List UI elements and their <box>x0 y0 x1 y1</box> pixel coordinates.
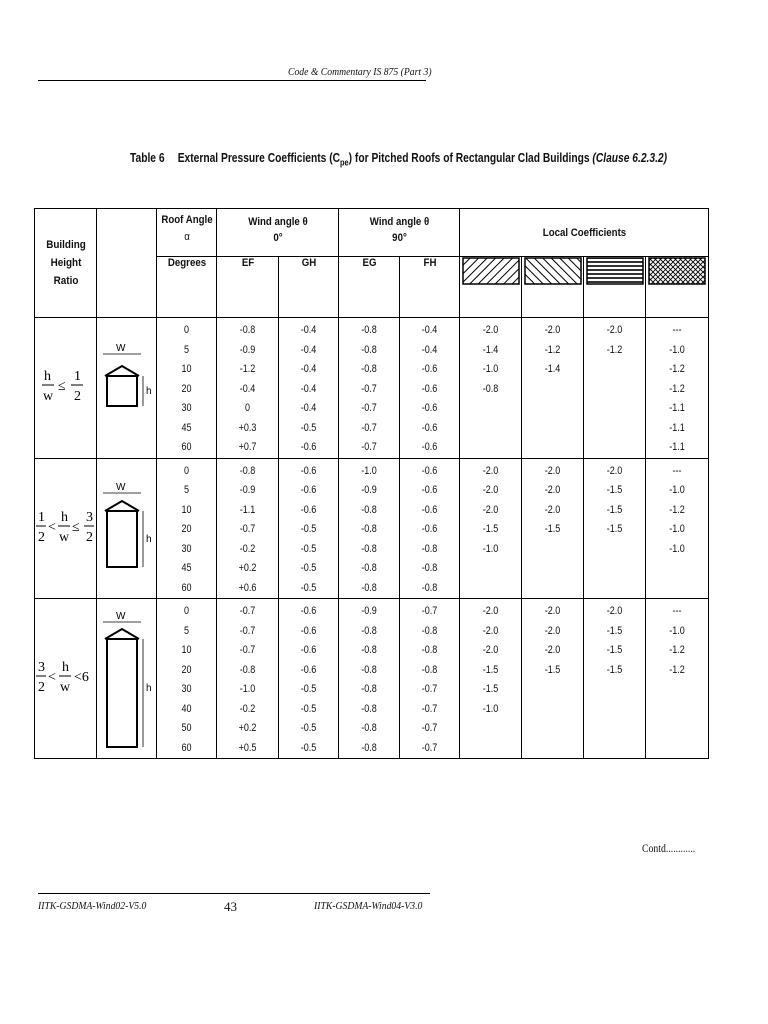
ef-header: EF <box>220 257 275 318</box>
wind-angle-90-header: Wind angle θ 90° <box>346 209 452 257</box>
figure-header <box>97 209 157 318</box>
building-height-ratio-header: Building Height Ratio <box>35 209 97 318</box>
svg-text:h: h <box>146 683 152 694</box>
svg-text:w: w <box>59 680 70 695</box>
gh-cell: -0.6 -0.6 -0.6 -0.5 -0.5 -0.5 -0.5 <box>279 458 339 599</box>
local-coef-4-cell: --- -1.0 -1.2 -1.2 -1.1 -1.1 -1.1 <box>646 318 709 459</box>
height-ratio-cell <box>35 599 97 759</box>
svg-text:2: 2 <box>37 680 45 695</box>
ratio-formula-icon <box>36 651 96 701</box>
svg-text:h: h <box>60 509 68 525</box>
footer-right: IITK-GSDMA-Wind04-V3.0 <box>314 900 423 912</box>
degrees-cell: 0 5 10 20 30 45 60 <box>157 318 217 459</box>
svg-text:W: W <box>116 343 126 354</box>
footer-rule <box>38 893 430 894</box>
svg-text:h: h <box>146 533 152 545</box>
svg-text:≤: ≤ <box>57 379 66 395</box>
ratio-formula-icon <box>38 360 94 410</box>
page-number: 43 <box>224 899 237 914</box>
footer-left: IITK-GSDMA-Wind02-V5.0 <box>38 900 147 912</box>
caption-title-sub: pe <box>340 157 349 168</box>
building-elevation-icon <box>97 459 157 594</box>
local-coef-1-cell: -2.0 -2.0 -2.0 -1.5 -1.0 <box>460 458 522 599</box>
eg-header: EG <box>342 257 396 318</box>
degrees-cell: 0 5 10 20 30 40 50 60 <box>157 599 217 759</box>
hatch-reverse-diagonal-icon <box>522 257 584 318</box>
local-coefficients-header: Local Coefficients <box>474 209 693 257</box>
eg-cell: -0.8 -0.8 -0.8 -0.7 -0.7 -0.7 -0.7 <box>339 318 400 459</box>
local-coef-4-cell: --- -1.0 -1.2 -1.0 -1.0 <box>646 458 709 599</box>
building-elevation-icon <box>97 318 157 448</box>
ratio-formula-icon <box>36 501 96 551</box>
table-row <box>35 318 709 459</box>
building-figure-cell <box>97 318 157 459</box>
hatch-diagonal-icon <box>460 257 522 318</box>
svg-text:3: 3 <box>85 509 93 525</box>
height-ratio-cell <box>35 458 97 599</box>
fh-cell: -0.7 -0.8 -0.8 -0.8 -0.7 -0.7 -0.7 -0.7 <box>400 599 460 759</box>
hatch-horizontal-icon <box>584 257 646 318</box>
svg-text:w: w <box>42 389 53 405</box>
running-header: Code & Commentary IS 875 (Part 3) <box>288 66 432 78</box>
building-figure-cell <box>97 599 157 759</box>
svg-text:W: W <box>116 611 126 622</box>
svg-text:3: 3 <box>37 660 45 675</box>
table-caption <box>130 151 667 168</box>
svg-text:2: 2 <box>37 529 45 545</box>
pressure-coefficient-table <box>34 208 709 759</box>
eg-cell: -0.9 -0.8 -0.8 -0.8 -0.8 -0.8 -0.8 -0.8 <box>339 599 400 759</box>
svg-text:1: 1 <box>37 509 45 525</box>
local-coef-2-cell: -2.0 -1.2 -1.4 <box>522 318 584 459</box>
eg-cell: -1.0 -0.9 -0.8 -0.8 -0.8 -0.8 -0.8 <box>339 458 400 599</box>
roof-angle-header: Roof Angle α <box>160 209 213 257</box>
local-coef-2-cell: -2.0 -2.0 -2.0 -1.5 <box>522 599 584 759</box>
height-ratio-cell <box>35 318 97 459</box>
svg-text:2: 2 <box>85 529 93 545</box>
caption-clause: (Clause 6.2.3.2) <box>592 151 668 165</box>
gh-header: GH <box>282 257 335 318</box>
ef-cell: -0.7 -0.7 -0.7 -0.8 -1.0 -0.2 +0.2 +0.5 <box>217 599 279 759</box>
local-coef-3-cell: -2.0 -1.5 -1.5 -1.5 <box>584 599 646 759</box>
gh-cell: -0.4 -0.4 -0.4 -0.4 -0.4 -0.5 -0.6 <box>279 318 339 459</box>
table-row <box>35 458 709 599</box>
svg-text:≤: ≤ <box>71 519 80 535</box>
gh-cell: -0.6 -0.6 -0.6 -0.6 -0.5 -0.5 -0.5 -0.5 <box>279 599 339 759</box>
svg-text:<: < <box>47 519 56 535</box>
table-row <box>35 599 709 759</box>
local-coef-3-cell: -2.0 -1.5 -1.5 -1.5 <box>584 458 646 599</box>
local-coef-3-cell: -2.0 -1.2 <box>584 318 646 459</box>
svg-text:<6: <6 <box>73 670 89 685</box>
degrees-header: Degrees <box>160 257 213 318</box>
continued-note: Contd............ <box>642 843 696 855</box>
caption-title-post: ) for Pitched Roofs of Rectangular Clad Buildings <box>348 151 590 165</box>
svg-text:<: < <box>47 670 56 685</box>
table-number: Table 6 <box>130 151 165 165</box>
degrees-cell: 0 5 10 20 30 45 60 <box>157 458 217 599</box>
svg-text:W: W <box>116 481 126 493</box>
svg-text:w: w <box>58 529 69 545</box>
svg-text:h: h <box>61 660 69 675</box>
fh-cell: -0.6 -0.6 -0.6 -0.6 -0.8 -0.8 -0.8 <box>400 458 460 599</box>
header-rule <box>38 80 426 81</box>
local-coef-4-cell: --- -1.0 -1.2 -1.2 <box>646 599 709 759</box>
svg-text:h: h <box>43 369 51 385</box>
svg-text:2: 2 <box>73 389 81 405</box>
local-coef-1-cell: -2.0 -2.0 -2.0 -1.5 -1.5 -1.0 <box>460 599 522 759</box>
ef-cell: -0.8 -0.9 -1.1 -0.7 -0.2 +0.2 +0.6 <box>217 458 279 599</box>
building-figure-cell <box>97 458 157 599</box>
svg-text:1: 1 <box>73 369 81 385</box>
caption-title-pre: External Pressure Coefficients (C <box>177 151 341 165</box>
fh-cell: -0.4 -0.4 -0.6 -0.6 -0.6 -0.6 -0.6 <box>400 318 460 459</box>
local-coef-2-cell: -2.0 -2.0 -2.0 -1.5 <box>522 458 584 599</box>
hatch-crosshatch-icon <box>646 257 709 318</box>
ef-cell: -0.8 -0.9 -1.2 -0.4 0 +0.3 +0.7 <box>217 318 279 459</box>
wind-angle-0-header: Wind angle θ 0° <box>224 209 331 257</box>
fh-header: FH <box>403 257 456 318</box>
local-coef-1-cell: -2.0 -1.4 -1.0 -0.8 <box>460 318 522 459</box>
svg-text:h: h <box>146 386 152 397</box>
building-elevation-icon <box>97 599 157 754</box>
